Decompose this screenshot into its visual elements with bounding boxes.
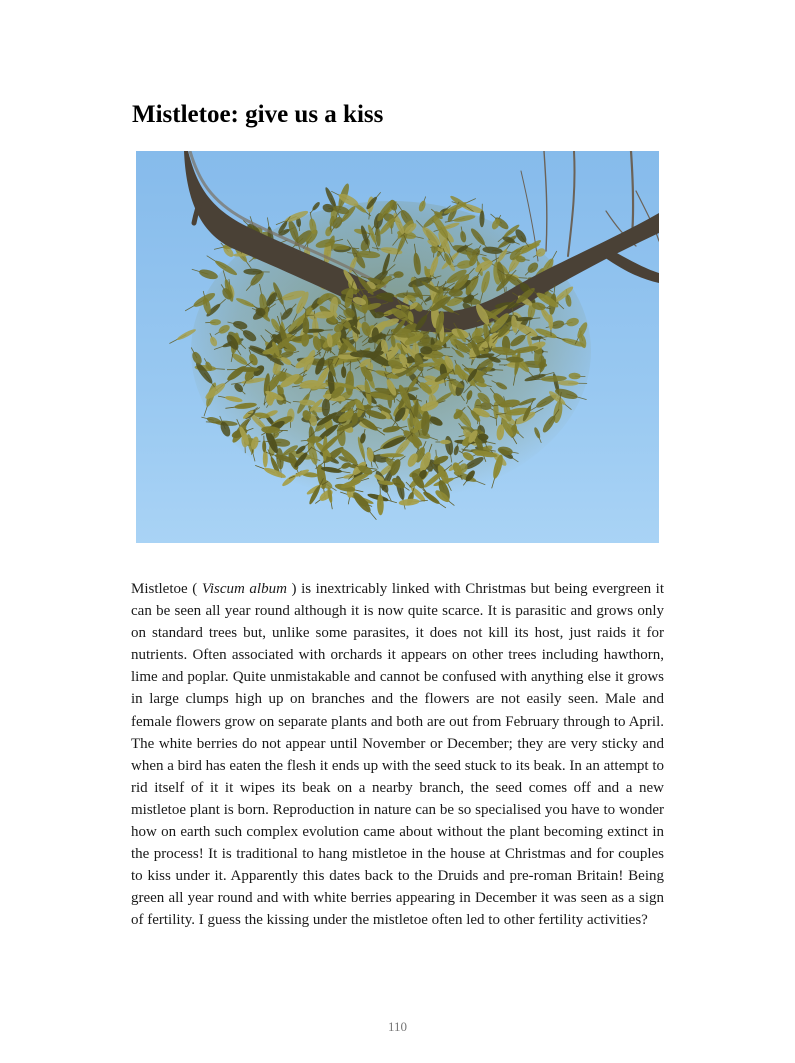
page-number: 110 [387,1019,408,1034]
mistletoe-photo [136,151,659,543]
mistletoe-leaf [449,289,463,297]
article-intro: Mistletoe ( [131,581,202,597]
article-text: ) is inextricably linked with Christmas but being evergreen it can be seen all year round although it is now quite scarce. It is parasitic and grows only on standard trees but, unlike some parasites, it does not kill its host, just raids it for nutrients. Often associated with orchards it appears on other trees including hawthorn, lime and poplar. Quite unmistakable and cannot be confused with anything else it grows in large clumps high up on branches and the flowers are not easily seen. Male and female flowers grow on separate plants and both are out from February through to April. The white berries do not appear until November or December; they are very sticky and when a bird has eaten the flesh it ends up with the seed stuck to its beak. In an attempt to rid itself of it it wipes its beak on a nearby branch, the seed comes off and a new mistletoe plant is born. Reproduction in nature can be so specialised you have to wonder how on earth such complex evolution came about without the plant becoming extinct in the process! It is traditional to hang mistletoe in the house at Christmas and for couples to kiss under it. Apparently this dates back to the Druids and pre-roman Britain! Being green all year round and with white berries appearing in December it was seen as a sign of fertility. I guess the kissing under the mistletoe often led to other fertility activities? [131,581,665,929]
latin-name: Viscum album [201,581,287,597]
page-title: Mistletoe: give us a kiss [132,101,384,128]
mistletoe-leaf [395,332,415,338]
mistletoe-leaf [236,367,259,372]
mistletoe-illustration [136,151,659,543]
mistletoe-leaf [440,440,451,444]
article-body [131,578,664,932]
mistletoe-leaf [380,453,404,457]
